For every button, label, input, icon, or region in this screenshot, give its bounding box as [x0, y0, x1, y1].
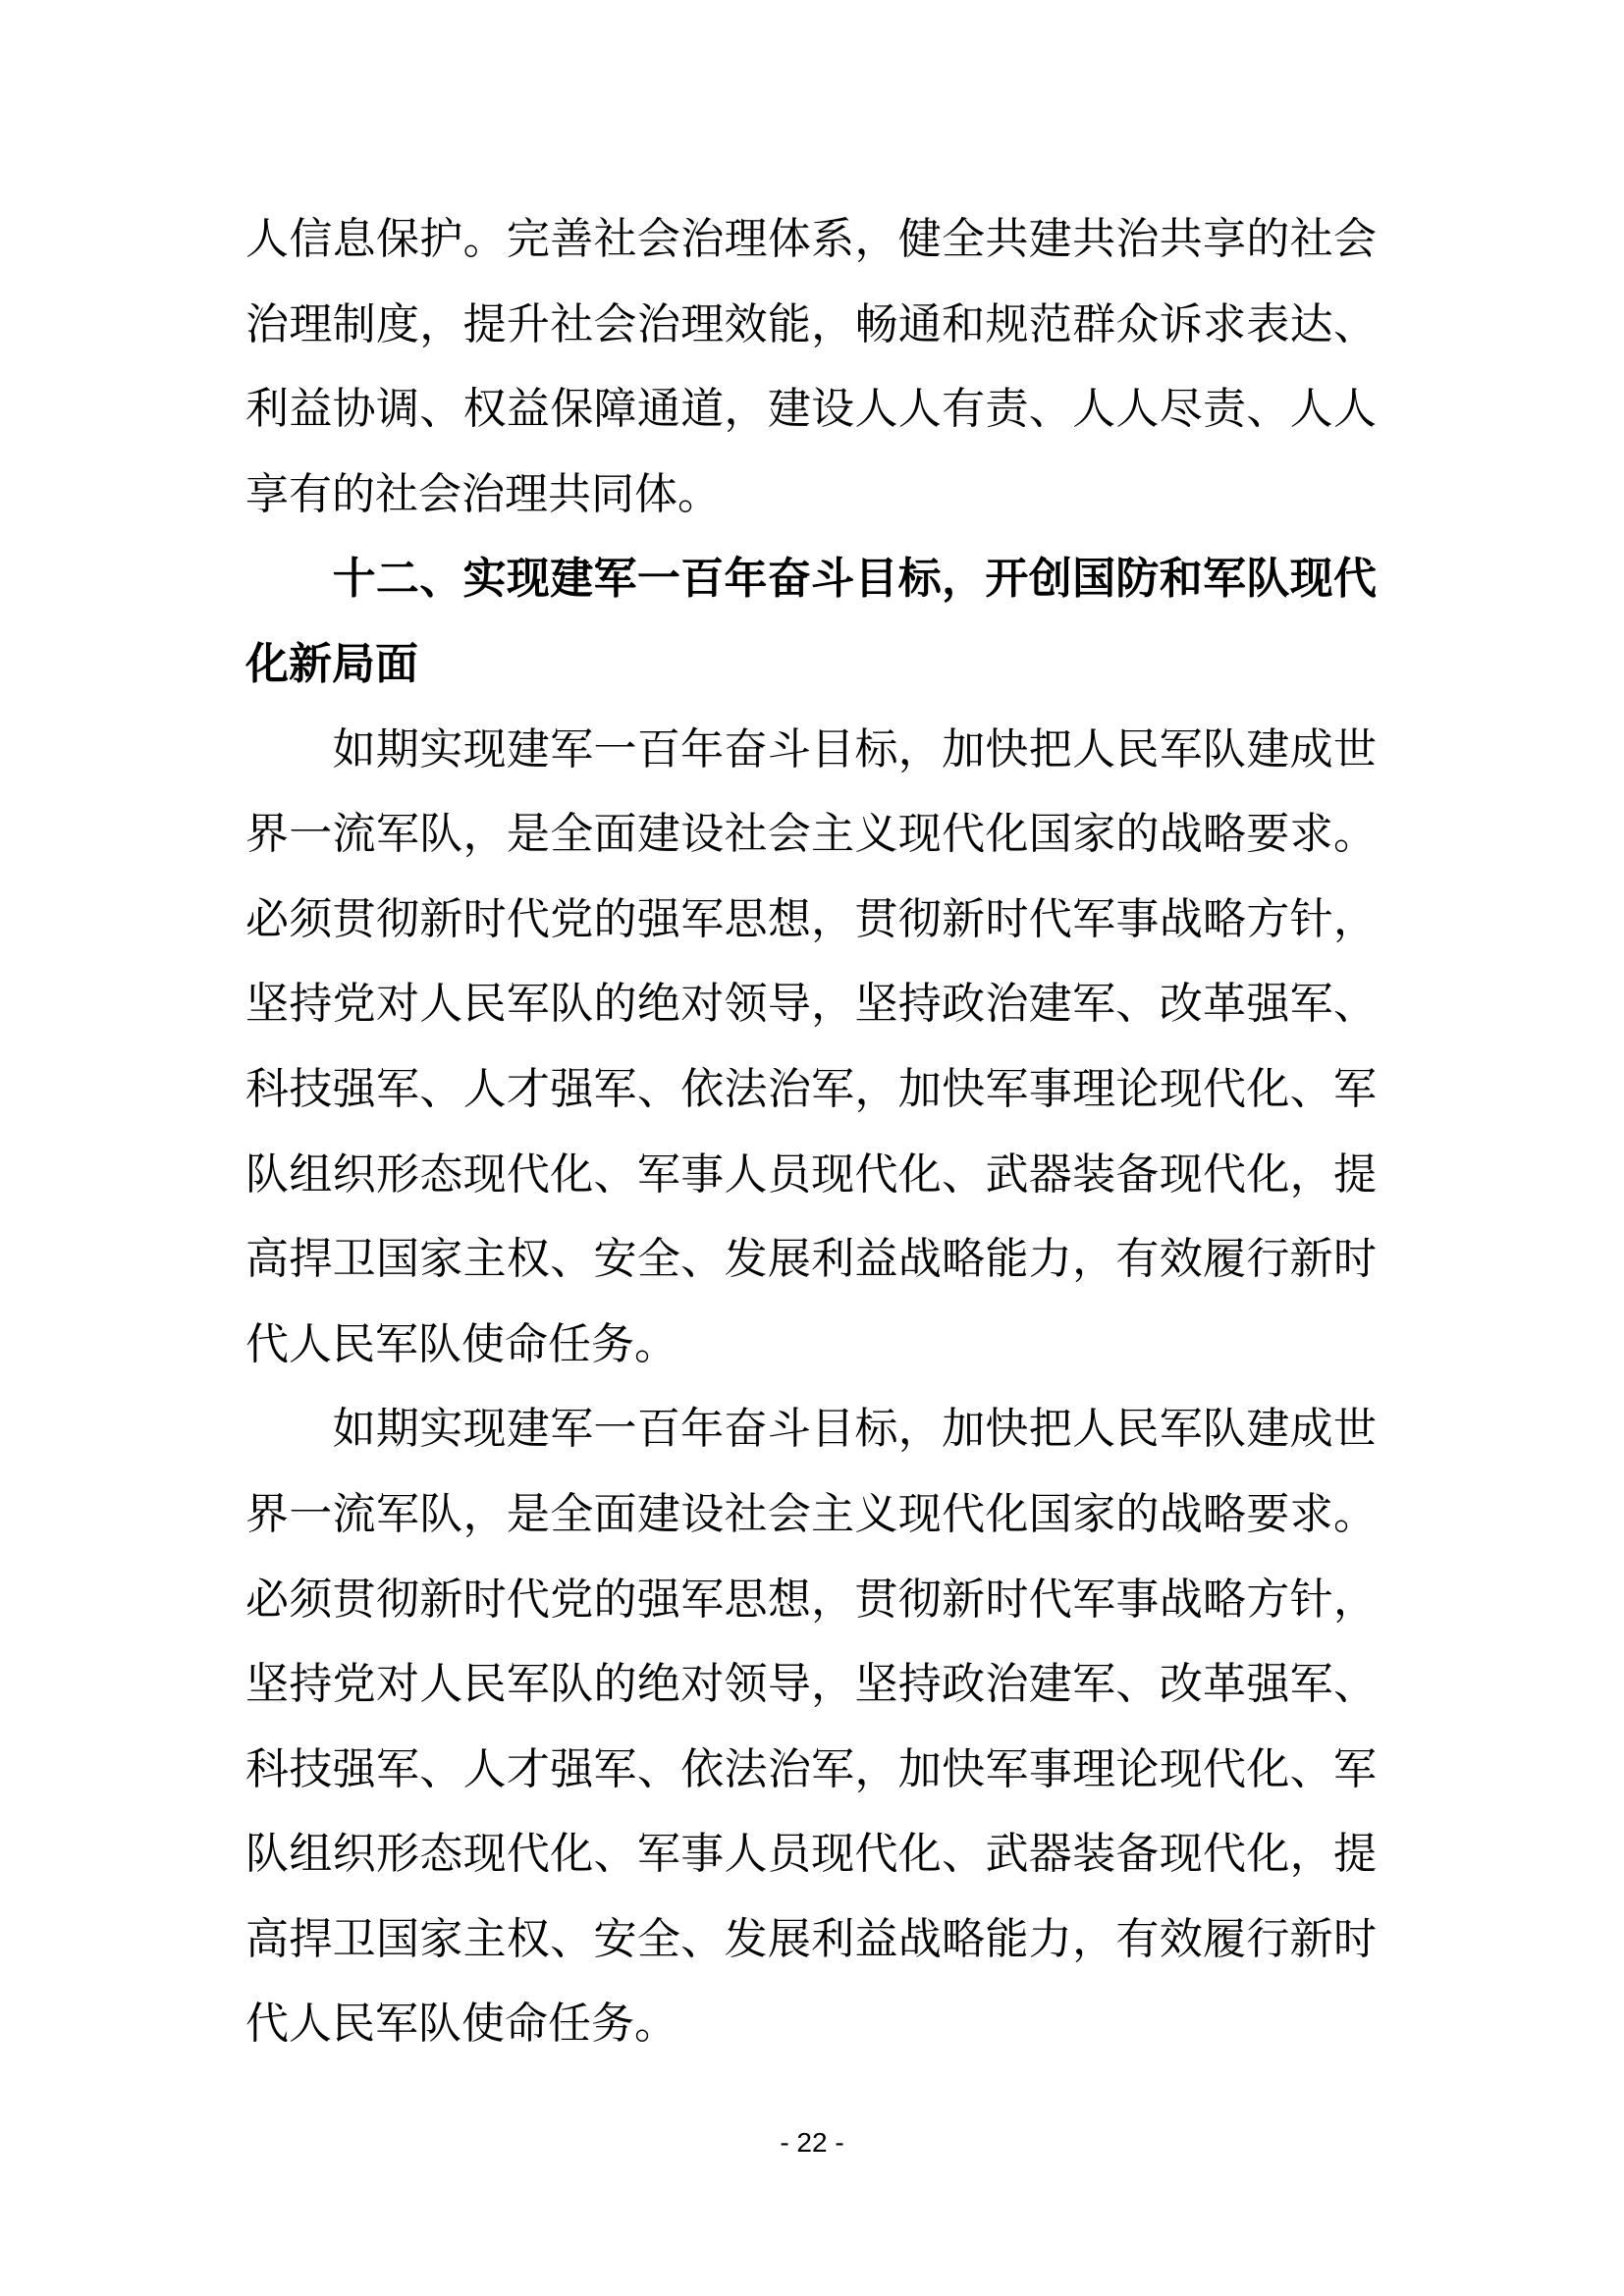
- paragraph-1-line-1: 人信息保护。完善社会治理体系，健全共建共治共享的社会: [245, 215, 1377, 263]
- paragraph-3-line-3: 必须贯彻新时代党的强军思想，贯彻新时代军事战略方针，: [245, 1575, 1377, 1624]
- paragraph-3-line-8: 代人民军队使命任务。: [245, 2000, 677, 2049]
- paragraph-2-line-6: 队组织形态现代化、军事人员现代化、武器装备现代化，提: [245, 1149, 1377, 1199]
- document-body: [245, 197, 1377, 2067]
- paragraph-3-line-1: 如期实现建军一百年奋斗目标，加快把人民军队建成世: [332, 1405, 1377, 1454]
- section-heading-line-2: 化新局面: [245, 639, 418, 688]
- paragraph-2-line-4: 坚持党对人民军队的绝对领导，坚持政治建军、改革强军、: [245, 980, 1377, 1029]
- paragraph-1-line-3: 利益协调、权益保障通道，建设人人有责、人人尽责、人人: [245, 385, 1377, 434]
- paragraph-2-line-2: 界一流军队，是全面建设社会主义现代化国家的战略要求。: [245, 810, 1377, 859]
- paragraph-1-line-4: 享有的社会治理共同体。: [245, 469, 721, 518]
- paragraph-3-line-6: 队组织形态现代化、军事人员现代化、武器装备现代化，提: [245, 1830, 1377, 1879]
- paragraph-1-line-2: 治理制度，提升社会治理效能，畅通和规范群众诉求表达、: [245, 299, 1377, 348]
- paragraph-2-line-5: 科技强军、人才强军、依法治军，加快军事理论现代化、军: [245, 1064, 1377, 1113]
- paragraph-2-line-1: 如期实现建军一百年奋斗目标，加快把人民军队建成世: [332, 724, 1377, 774]
- page-number: - 22 -: [780, 2127, 844, 2158]
- paragraph-2-line-7: 高捍卫国家主权、安全、发展利益战略能力，有效履行新时: [245, 1235, 1377, 1284]
- paragraph-3-line-4: 坚持党对人民军队的绝对领导，坚持政治建军、改革强军、: [245, 1660, 1377, 1709]
- paragraph-3-line-7: 高捍卫国家主权、安全、发展利益战略能力，有效履行新时: [245, 1914, 1377, 1963]
- section-heading-line-1: 十二、实现建军一百年奋斗目标，开创国防和军队现代: [332, 555, 1377, 604]
- paragraph-2-line-3: 必须贯彻新时代党的强军思想，贯彻新时代军事战略方针，: [245, 894, 1377, 943]
- paragraph-3-line-5: 科技强军、人才强军、依法治军，加快军事理论现代化、军: [245, 1744, 1377, 1793]
- paragraph-2-line-8: 代人民军队使命任务。: [245, 1319, 677, 1368]
- paragraph-3-line-2: 界一流军队，是全面建设社会主义现代化国家的战略要求。: [245, 1489, 1377, 1538]
